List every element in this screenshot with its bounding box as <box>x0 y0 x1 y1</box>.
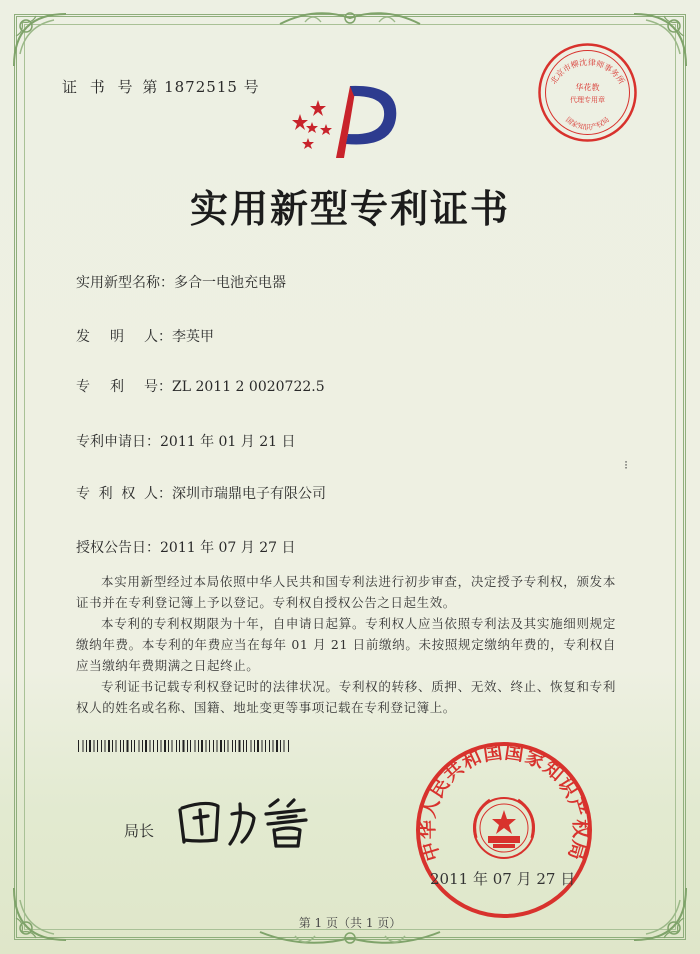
svg-text:国家知识产权局: 国家知识产权局 <box>564 115 611 132</box>
corner-ornament-icon <box>6 878 76 948</box>
field-grant-date <box>76 537 296 557</box>
certificate-number <box>62 76 260 97</box>
field-value: 多合一电池充电器 <box>174 275 286 291</box>
field-value: 李英甲 <box>172 329 214 345</box>
certificate-number-value: 第 1872515 号 <box>142 78 260 96</box>
page-number: 第 1 页（共 1 页） <box>298 916 402 930</box>
seal-date: 2011 年 07 月 27 日 <box>430 870 576 888</box>
field-colon: ： <box>158 486 172 502</box>
field-value: 2011 年 07 月 27 日 <box>160 540 296 556</box>
top-ornament-icon <box>275 4 425 32</box>
field-label: 专利申请日： <box>76 434 160 450</box>
side-mark: ⁝ <box>624 458 628 472</box>
paragraph-legal-status: 专利证书记载专利权登记时的法律状况。专利权的转移、质押、无效、终止、恢复和专利权人的姓名或名称、国籍、地址变更等事项记载在专利登记簿上。 <box>76 679 616 715</box>
field-inventor <box>76 326 214 346</box>
field-colon: ： <box>158 379 172 395</box>
paragraph-term: 本专利的专利权期限为十年，自申请日起算。专利权人应当依照专利法及其实施细则规定缴纳年费。本专利的年费应当在每年 01 月 21 日前缴纳。未按照规定缴纳年费的，专利权自应当缴纳年费期满之日起终止。 <box>76 616 616 673</box>
director-signature-icon <box>170 792 335 852</box>
svg-text:北京市柳沈律师事务所: 北京市柳沈律师事务所 <box>548 57 627 86</box>
field-label: 实用新型名称： <box>76 275 174 291</box>
svg-text:华花教: 华花教 <box>575 83 600 92</box>
field-value: 深圳市瑞鼎电子有限公司 <box>172 486 326 502</box>
field-colon: ： <box>158 329 172 345</box>
agency-seal-icon <box>535 40 640 145</box>
field-label: 授权公告日： <box>76 540 160 556</box>
field-patentee <box>76 483 326 503</box>
field-label: 发 明 人 <box>76 329 158 345</box>
field-filing-date <box>76 431 296 451</box>
svg-text:代理专用章: 代理专用章 <box>570 96 605 104</box>
svg-text:中华人民共和国国家知识产权局: 中华人民共和国国家知识产权局 <box>416 741 592 864</box>
paragraph-grant: 本实用新型经过本局依照中华人民共和国专利法进行初步审查，决定授予专利权，颁发本证书并在专利登记簿上予以登记。专利权自授权公告之日起生效。 <box>76 574 616 610</box>
corner-ornament-icon <box>624 878 694 948</box>
cnipa-logo-icon <box>288 78 408 168</box>
barcode-icon <box>78 740 293 752</box>
field-utility-model-name <box>76 272 286 292</box>
official-seal-icon <box>414 740 594 920</box>
field-value: 2011 年 01 月 21 日 <box>160 434 296 450</box>
field-value: ZL 2011 2 0020722.5 <box>172 379 325 395</box>
certificate-number-label: 证 书 号 <box>62 78 137 96</box>
field-label: 专 利 权 人 <box>76 486 158 502</box>
field-label: 专 利 号 <box>76 379 158 395</box>
field-patent-number <box>76 376 325 396</box>
director-label: 局长 <box>124 822 155 840</box>
corner-ornament-icon <box>6 6 76 76</box>
page-title: 实用新型专利证书 <box>189 186 510 231</box>
